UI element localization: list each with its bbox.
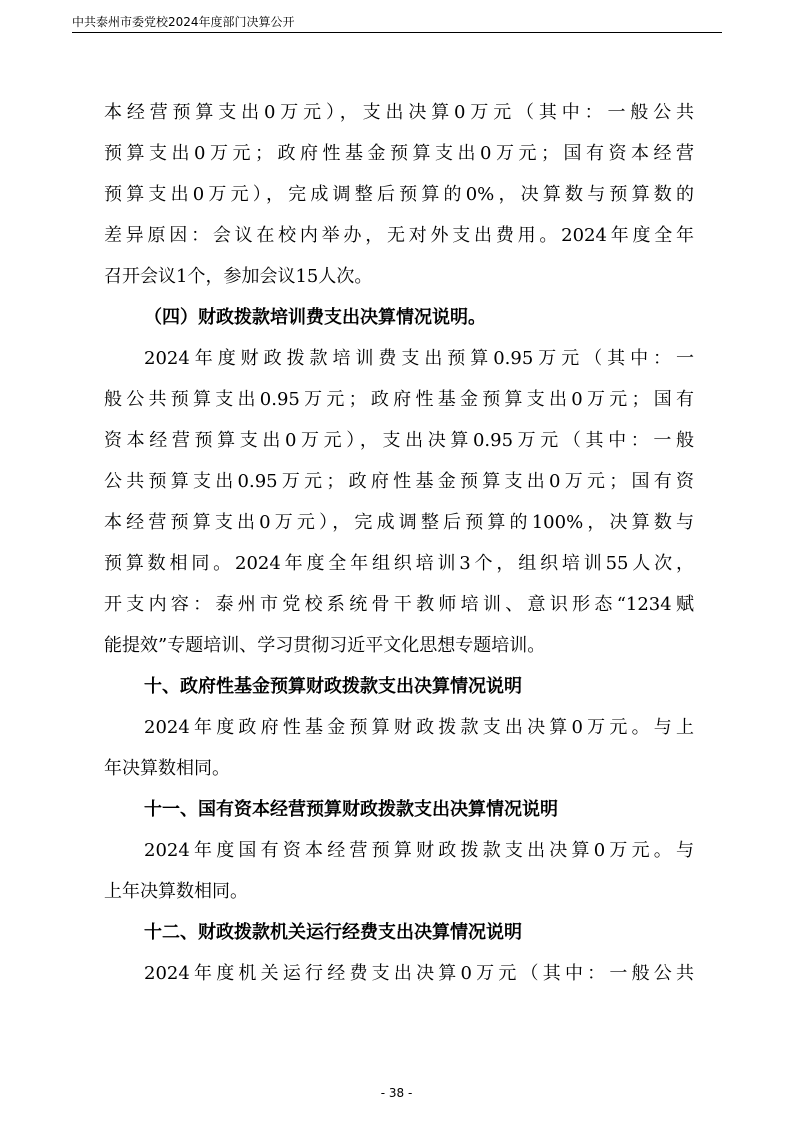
body-line: 本经营预算支出0万元），支出决算0万元（其中：一般公共 xyxy=(104,102,694,123)
running-header: 中共泰州市委党校2024年度部门决算公开 xyxy=(72,15,295,29)
body-line: 2024年度政府性基金预算财政拨款支出决算0万元。与上 xyxy=(144,717,694,738)
section-heading-12: 十二、财政拨款机关运行经费支出决算情况说明 xyxy=(144,922,522,943)
body-line: 2024年度国有资本经营预算财政拨款支出决算0万元。与 xyxy=(144,840,694,861)
body-line: 资本经营预算支出0万元），支出决算0.95万元（其中：一般 xyxy=(104,430,694,451)
document-body xyxy=(104,92,694,994)
body-line: 2024年度财政拨款培训费支出预算0.95万元（其中：一 xyxy=(144,348,694,369)
body-line: 公共预算支出0.95万元；政府性基金预算支出0万元；国有资 xyxy=(104,471,694,492)
body-line: 差异原因：会议在校内举办，无对外支出费用。2024年度全年 xyxy=(104,225,694,246)
page-number: - 38 - xyxy=(380,1086,413,1100)
body-line: 能提效”专题培训、学习贯彻习近平文化思想专题培训。 xyxy=(104,635,546,656)
body-line: 上年决算数相同。 xyxy=(104,881,248,902)
body-line: 2024年度机关运行经费支出决算0万元（其中：一般公共 xyxy=(144,963,694,984)
header-divider xyxy=(72,32,722,33)
section-heading-10: 十、政府性基金预算财政拨款支出决算情况说明 xyxy=(144,676,522,697)
body-line: 预算支出0万元），完成调整后预算的0%，决算数与预算数的 xyxy=(104,184,694,205)
body-line: 本经营预算支出0万元），完成调整后预算的100%，决算数与 xyxy=(104,512,694,533)
body-line: 预算数相同。2024年度全年组织培训3个，组织培训55人次， xyxy=(104,553,694,574)
body-line: 年决算数相同。 xyxy=(104,758,230,779)
body-line: 般公共预算支出0.95万元；政府性基金预算支出0万元；国有 xyxy=(104,389,694,410)
section-heading-training: （四）财政拨款培训费支出决算情况说明。 xyxy=(144,307,486,328)
body-line: 开支内容：泰州市党校系统骨干教师培训、意识形态“1234赋 xyxy=(104,594,694,615)
body-line: 预算支出0万元；政府性基金预算支出0万元；国有资本经营 xyxy=(104,143,694,164)
section-heading-11: 十一、国有资本经营预算财政拨款支出决算情况说明 xyxy=(144,799,558,820)
body-line: 召开会议1个，参加会议15人次。 xyxy=(104,266,373,287)
